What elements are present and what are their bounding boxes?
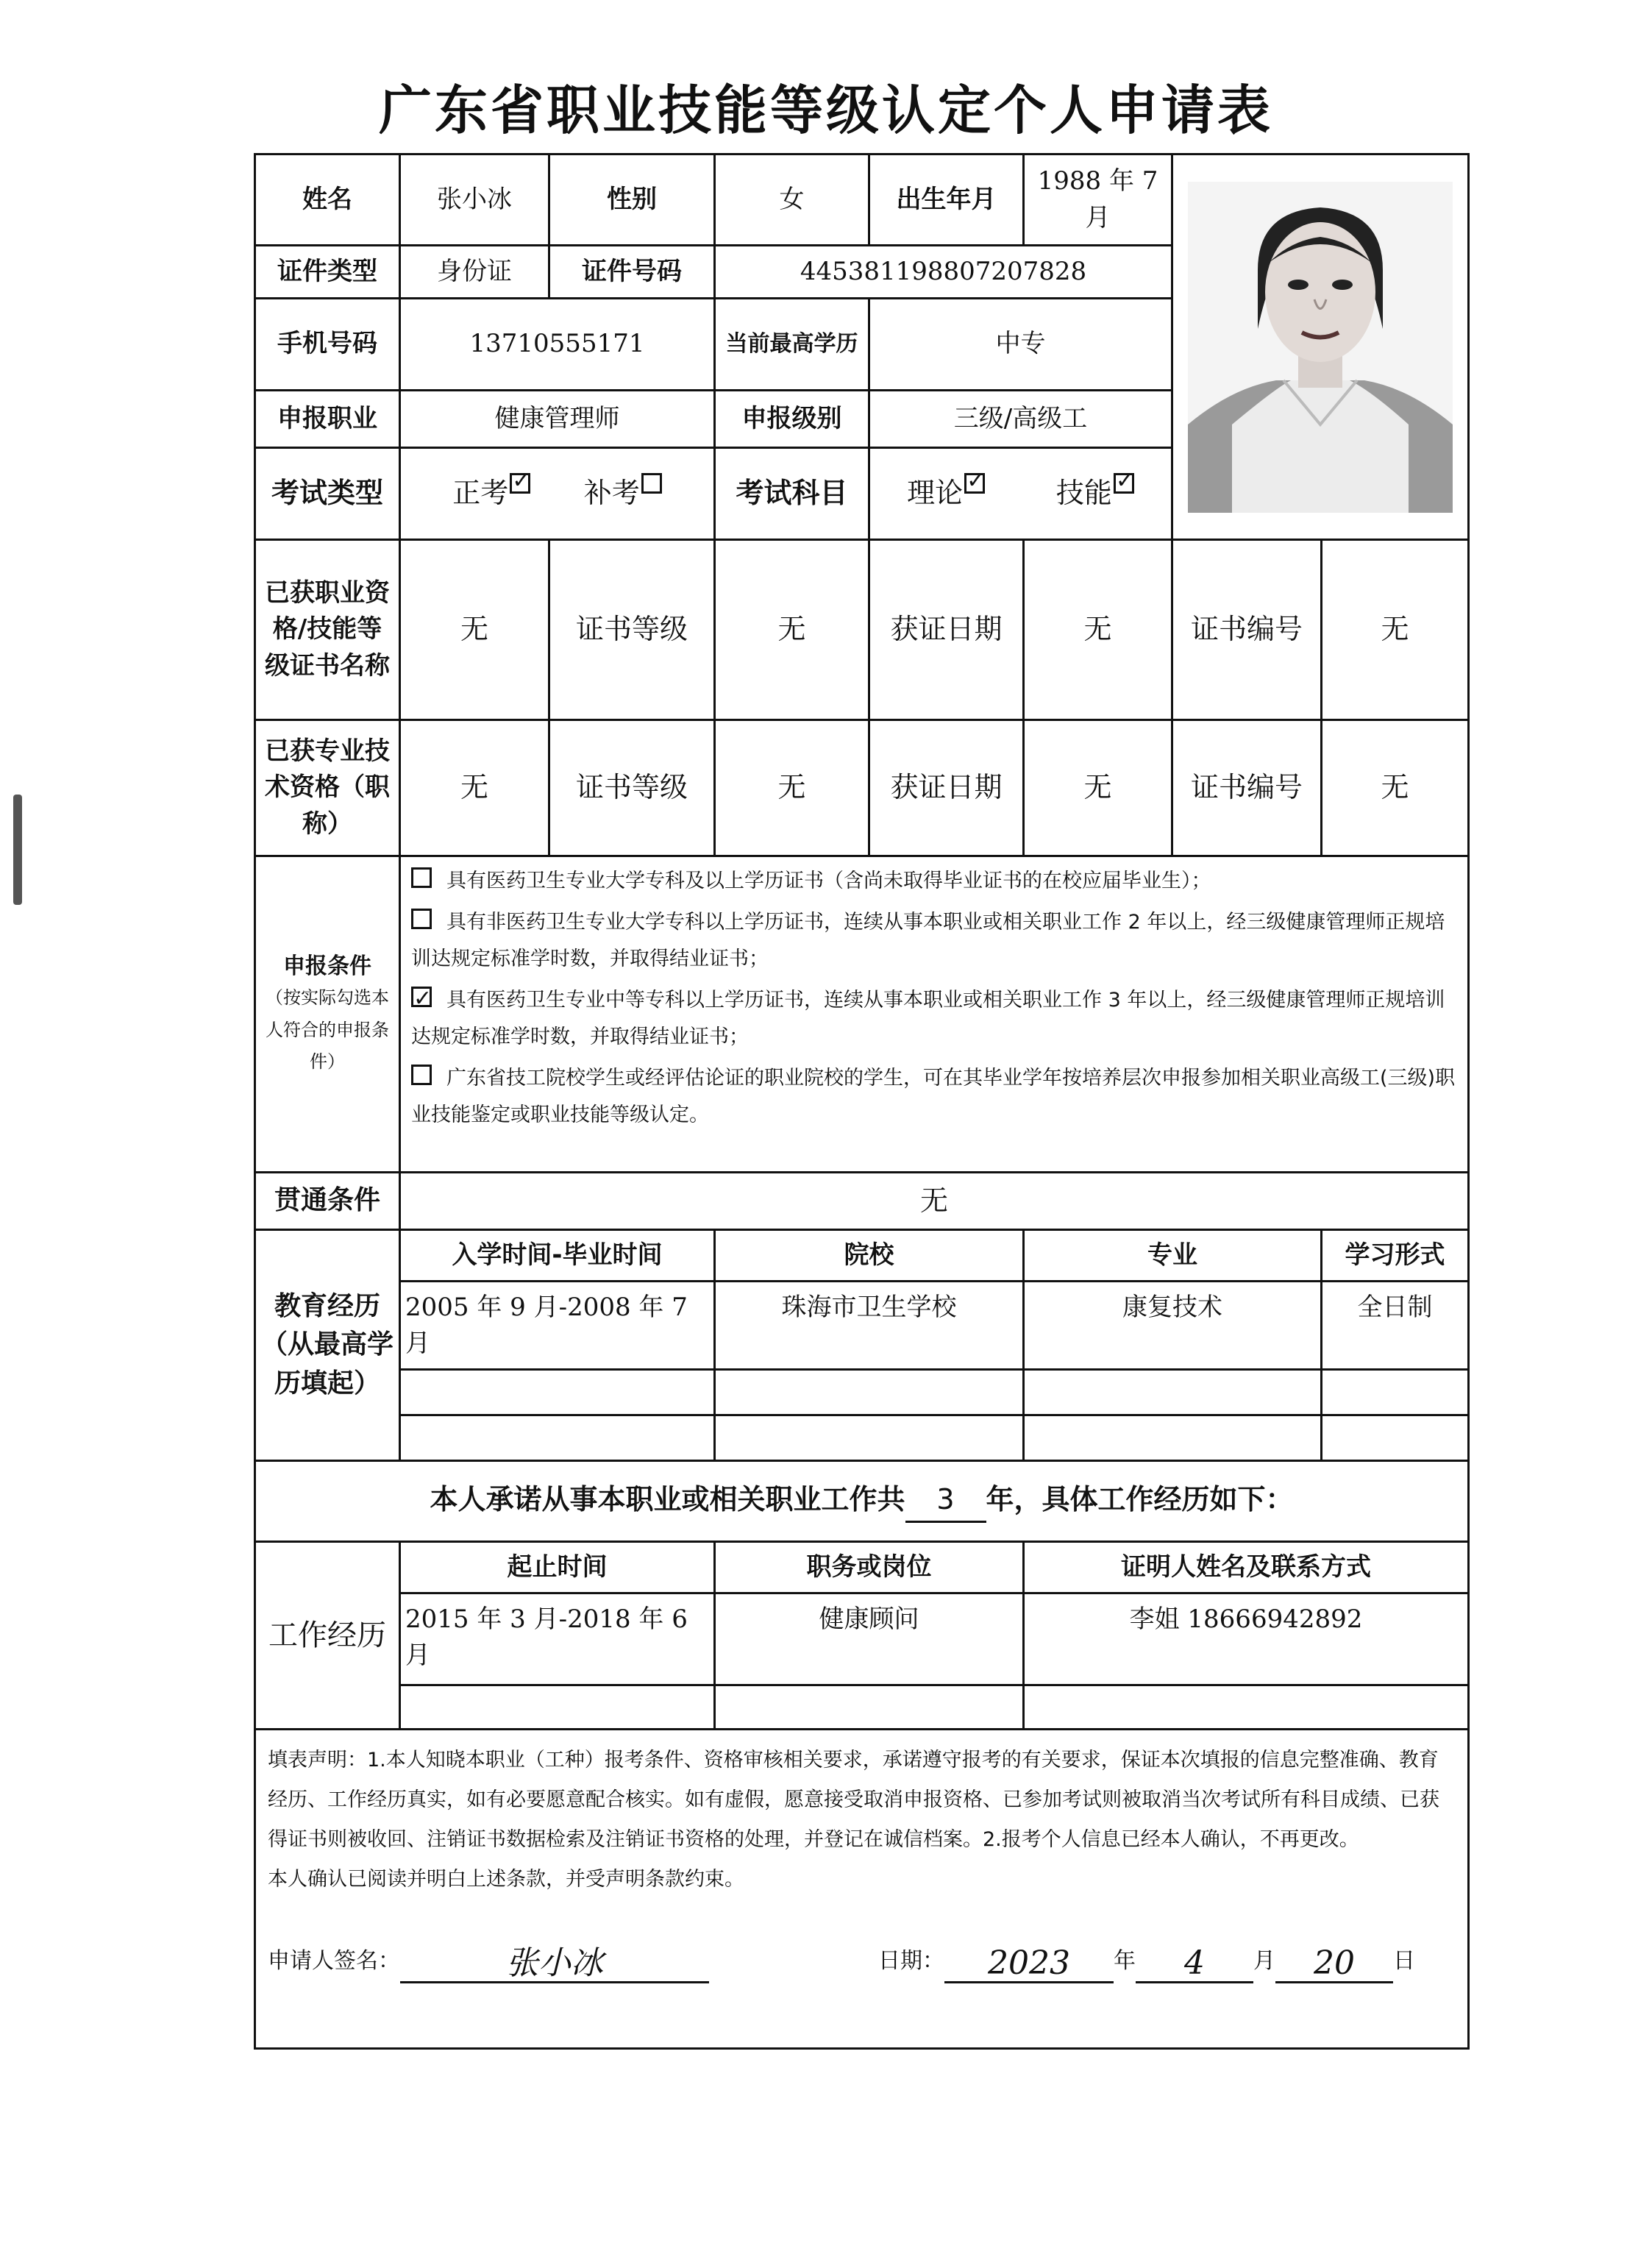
education-label: 当前最高学历 [715,299,869,391]
edu-empty-cell[interactable] [1024,1415,1322,1461]
edu-header-period: 入学时间-毕业时间 [400,1230,715,1282]
condition-item [411,1060,1457,1134]
signature-row [268,1939,1456,1983]
condition-text-4: 广东省技工院校学生或经评估论证的职业院校的学生，可在其毕业学年按培养层次申报参加相关职业高级工(三级)职业技能鉴定或职业技能等级认定。 [411,1066,1456,1126]
date-month-label: 月 [1253,1948,1275,1974]
form-title: 广东省职业技能等级认定个人申请表 [378,79,1273,141]
edu-header-major: 专业 [1024,1230,1322,1282]
skill-checkbox[interactable] [1114,473,1134,494]
sign-label: 申请人签名： [268,1948,400,1974]
photo-cell [1172,154,1469,540]
commitment-row [255,1461,1469,1542]
condition-item [411,982,1457,1056]
condition-text-2: 具有非医药卫生专业大学专科以上学历证书，连续从事本职业或相关职业工作 2 年以上，经三级健康管理师正规培训达规定标准学时数，并取得结业证书； [411,910,1445,970]
scan-artifact [13,795,22,905]
condition-checkbox-1[interactable] [411,867,432,888]
id-number-value[interactable]: 445381198807207828 [715,246,1172,299]
qual-cert-no-label: 证书编号 [1172,540,1322,720]
pro-qual-date-label: 获证日期 [869,720,1024,856]
gender-label: 性别 [549,154,715,246]
date-year-value[interactable]: 2023 [944,1946,1114,1983]
edu-empty-cell[interactable] [400,1370,715,1415]
declaration-confirm: 本人确认已阅读并明白上述条款，并受声明条款约束。 [268,1868,744,1891]
gender-value[interactable]: 女 [715,154,869,246]
edu-empty-cell[interactable] [400,1415,715,1461]
through-value[interactable]: 无 [400,1173,1469,1230]
date-year-label: 年 [1114,1948,1136,1974]
date-day-label: 日 [1393,1948,1415,1974]
exam-subject-options [869,448,1172,540]
edu-major[interactable]: 康复技术 [1024,1282,1322,1370]
work-empty-cell[interactable] [715,1685,1024,1730]
edu-history-label: 教育经历（从最高学历填起） [260,1291,394,1399]
qual-cert-date[interactable]: 无 [1024,540,1172,720]
id-type-label: 证件类型 [255,246,400,299]
skill-label: 技能 [1055,477,1112,510]
conditions-note: （按实际勾选本人符合的申报条件） [266,987,389,1072]
occupation-value[interactable]: 健康管理师 [400,391,715,448]
work-empty-cell[interactable] [400,1685,715,1730]
work-header-period: 起止时间 [400,1542,715,1593]
pro-qual-grade-label: 证书等级 [549,720,715,856]
theory-label: 理论 [907,477,964,510]
application-form [254,153,1470,2050]
exam-type-label: 考试类型 [255,448,400,540]
qual-cert-label: 已获职业资格/技能等级证书名称 [255,540,400,720]
edu-period[interactable]: 2005 年 9 月-2008 年 7 月 [400,1282,715,1370]
edu-history-label-cell [255,1230,400,1461]
work-position[interactable]: 健康顾问 [715,1593,1024,1685]
condition-checkbox-3[interactable] [411,987,432,1007]
conditions-title: 申报条件 [283,953,371,979]
work-header-position: 职务或岗位 [715,1542,1024,1593]
name-label: 姓名 [255,154,400,246]
edu-empty-cell[interactable] [715,1370,1024,1415]
commitment-years[interactable]: 3 [905,1479,986,1522]
date-day-value[interactable]: 20 [1275,1946,1393,1983]
pro-qual-name[interactable]: 无 [400,720,549,856]
qual-cert-grade[interactable]: 无 [715,540,869,720]
signature-value[interactable]: 张小冰 [400,1946,709,1983]
theory-checkbox[interactable] [964,473,985,494]
qual-cert-name[interactable]: 无 [400,540,549,720]
conditions-label-cell [255,856,400,1173]
through-label: 贯通条件 [255,1173,400,1230]
pro-qual-grade[interactable]: 无 [715,720,869,856]
work-reference[interactable]: 李姐 18666942892 [1024,1593,1469,1685]
condition-checkbox-2[interactable] [411,909,432,929]
applicant-photo [1188,182,1453,513]
edu-empty-cell[interactable] [715,1415,1024,1461]
work-period[interactable]: 2015 年 3 月-2018 年 6 月 [400,1593,715,1685]
exam-type-options [400,448,715,540]
condition-item [411,863,1457,900]
exam-subject-label: 考试科目 [715,448,869,540]
pro-qual-no[interactable]: 无 [1322,720,1469,856]
declaration-cell [255,1730,1469,2049]
exam-makeup-label: 补考 [583,477,640,510]
pro-qual-label: 已获专业技术资格（职称） [255,720,400,856]
condition-text-3: 具有医药卫生专业中等专科以上学历证书，连续从事本职业或相关职业工作 3 年以上，经三级健康管理师正规培训达规定标准学时数，并取得结业证书； [411,988,1445,1048]
exam-makeup-checkbox[interactable] [641,473,662,494]
date-label: 日期： [878,1948,944,1974]
id-number-label: 证件号码 [549,246,715,299]
qual-cert-grade-label: 证书等级 [549,540,715,720]
exam-regular-checkbox[interactable] [510,473,530,494]
work-history-label-cell [255,1542,400,1730]
name-value[interactable]: 张小冰 [400,154,549,246]
phone-label: 手机号码 [255,299,400,391]
qual-cert-no[interactable]: 无 [1322,540,1469,720]
education-value[interactable]: 中专 [869,299,1172,391]
work-header-reference: 证明人姓名及联系方式 [1024,1542,1469,1593]
phone-value[interactable]: 13710555171 [400,299,715,391]
edu-header-school: 院校 [715,1230,1024,1282]
pro-qual-date[interactable]: 无 [1024,720,1172,856]
commitment-before: 本人承诺从事本职业或相关职业工作共 [430,1483,905,1516]
birth-value[interactable]: 1988 年 7 月 [1024,154,1172,246]
edu-empty-cell[interactable] [1322,1370,1469,1415]
date-month-value[interactable]: 4 [1136,1946,1253,1983]
edu-empty-cell[interactable] [1322,1415,1469,1461]
edu-school[interactable]: 珠海市卫生学校 [715,1282,1024,1370]
id-type-value[interactable]: 身份证 [400,246,549,299]
commitment-after: 年，具体工作经历如下： [986,1483,1294,1516]
occupation-label: 申报职业 [255,391,400,448]
birth-label: 出生年月 [869,154,1024,246]
qual-cert-date-label: 获证日期 [869,540,1024,720]
condition-checkbox-4[interactable] [411,1065,432,1085]
edu-empty-cell[interactable] [1024,1370,1322,1415]
condition-text-1: 具有医药卫生专业大学专科及以上学历证书（含尚未取得毕业证书的在校应届毕业生）； [446,870,1211,892]
conditions-list [400,856,1469,1173]
level-label: 申报级别 [715,391,869,448]
declaration-text: 填表声明：1.本人知晓本职业（工种）报考条件、资格审核相关要求，承诺遵守报考的有关要求，保证本次填报的信息完整准确、教育经历、工作经历真实，如有必要愿意配合核实。如有虚假，愿意接受取消申报资格、已参加考试则被取消当次考试所有科目成绩、已获得证书则被收回、注销证书数据检索及注销证书资格的处理，并登记在诚信档案。2.报考个人信息已经本人确认，不再更改。 [268,1749,1439,1851]
condition-item [411,904,1457,978]
level-value[interactable]: 三级/高级工 [869,391,1172,448]
exam-regular-label: 正考 [452,477,509,510]
work-empty-cell[interactable] [1024,1685,1469,1730]
edu-header-mode: 学习形式 [1322,1230,1469,1282]
work-history-label: 工作经历 [268,1618,386,1652]
edu-mode[interactable]: 全日制 [1322,1282,1469,1370]
pro-qual-no-label: 证书编号 [1172,720,1322,856]
